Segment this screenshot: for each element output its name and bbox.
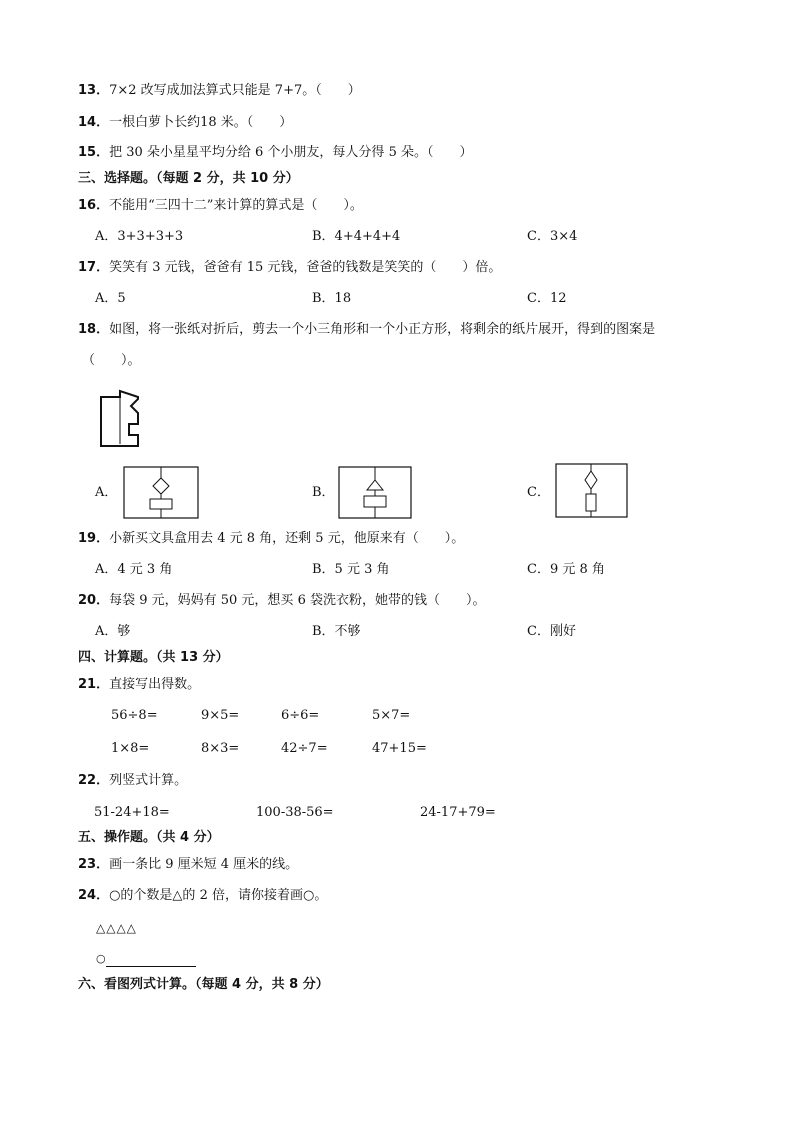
question-17 bbox=[78, 260, 501, 276]
option-a[interactable]: A．5 bbox=[95, 291, 126, 306]
option-a-label[interactable]: A． bbox=[95, 485, 118, 500]
question-text: 一根白萝卜长约18 米。（ ） bbox=[109, 115, 293, 130]
circle-row[interactable] bbox=[96, 951, 196, 967]
question-text: 小新买文具盒用去 4 元 8 角，还剩 5 元，他原来有（ ）。 bbox=[109, 531, 465, 546]
option-a[interactable]: A．4 元 3 角 bbox=[95, 562, 173, 577]
question-text: 把 30 朵小星星平均分给 6 个小朋友，每人分得 5 朵。（ ） bbox=[109, 145, 473, 160]
question-text: 每袋 9 元，妈妈有 50 元，想买 6 袋洗衣粉，她带的钱（ ）。 bbox=[109, 593, 486, 608]
question-22 bbox=[78, 773, 187, 789]
question-text: 笑笑有 3 元钱，爸爸有 15 元钱，爸爸的钱数是笑笑的（ ）倍。 bbox=[109, 260, 502, 275]
option-a[interactable]: A．3+3+3+3 bbox=[95, 229, 184, 244]
option-b[interactable]: B．18 bbox=[312, 291, 352, 306]
oral-calc-item: 6÷6= bbox=[281, 708, 320, 723]
question-21 bbox=[78, 677, 200, 693]
option-b-pattern[interactable] bbox=[338, 466, 412, 519]
vertical-calc-item: 100-38-56= bbox=[256, 805, 334, 820]
question-number: 18． bbox=[78, 322, 110, 337]
option-c[interactable]: C．12 bbox=[527, 291, 567, 306]
question-number: 23． bbox=[78, 857, 110, 872]
triangle-row: △△△△ bbox=[96, 921, 137, 935]
circle-icon: ○ bbox=[96, 952, 106, 965]
question-23 bbox=[78, 857, 298, 873]
option-c[interactable]: C．3×4 bbox=[527, 229, 578, 244]
question-number: 14． bbox=[78, 115, 110, 130]
option-a-pattern[interactable] bbox=[123, 466, 199, 519]
section-title-choice: 三、选择题。（每题 2 分，共 10 分） bbox=[78, 171, 299, 186]
folded-paper-figure bbox=[98, 389, 142, 449]
option-b[interactable]: B．4+4+4+4 bbox=[312, 229, 401, 244]
vertical-calc-item: 51-24+18= bbox=[94, 805, 170, 820]
drawing-line[interactable] bbox=[106, 954, 196, 967]
question-number: 22． bbox=[78, 773, 110, 788]
section-title-calculation: 四、计算题。（共 13 分） bbox=[78, 650, 229, 665]
option-c-label[interactable]: C． bbox=[527, 485, 550, 500]
option-a[interactable]: A．够 bbox=[95, 624, 131, 639]
question-number: 20． bbox=[78, 593, 110, 608]
option-b[interactable]: B．不够 bbox=[312, 624, 361, 639]
oral-calc-item: 42÷7= bbox=[281, 741, 328, 756]
question-19 bbox=[78, 531, 464, 547]
question-number: 15． bbox=[78, 145, 110, 160]
option-c-pattern[interactable] bbox=[555, 463, 628, 518]
question-18 bbox=[78, 322, 655, 338]
question-text: 7×2 改写成加法算式只能是 7+7。（ ） bbox=[109, 83, 361, 98]
question-20 bbox=[78, 593, 485, 609]
oral-calc-item: 8×3= bbox=[201, 741, 240, 756]
option-b-label[interactable]: B． bbox=[312, 485, 335, 500]
section-title-picture-calc: 六、看图列式计算。（每题 4 分，共 8 分） bbox=[78, 977, 329, 992]
question-15 bbox=[78, 145, 472, 161]
vertical-calc-item: 24-17+79= bbox=[420, 805, 496, 820]
oral-calc-item: 47+15= bbox=[372, 741, 427, 756]
oral-calc-item: 9×5= bbox=[201, 708, 240, 723]
question-18-continuation: （ ）。 bbox=[82, 353, 141, 368]
option-b[interactable]: B．5 元 3 角 bbox=[312, 562, 390, 577]
question-text: 不能用“三四十二”来计算的算式是（ ）。 bbox=[109, 198, 363, 213]
question-text: 如图，将一张纸对折后，剪去一个小三角形和一个小正方形，将剩余的纸片展开，得到的图案是 bbox=[109, 322, 656, 337]
question-number: 16． bbox=[78, 198, 110, 213]
question-text: 画一条比 9 厘米短 4 厘米的线。 bbox=[109, 857, 299, 872]
question-14 bbox=[78, 115, 292, 131]
oral-calc-item: 56÷8= bbox=[111, 708, 158, 723]
question-number: 13． bbox=[78, 83, 110, 98]
question-16 bbox=[78, 198, 363, 214]
question-text: 直接写出得数。 bbox=[109, 677, 201, 692]
section-title-operation: 五、操作题。（共 4 分） bbox=[78, 830, 220, 845]
question-24 bbox=[78, 888, 327, 904]
question-13 bbox=[78, 83, 361, 99]
question-number: 21． bbox=[78, 677, 110, 692]
question-number: 19． bbox=[78, 531, 110, 546]
oral-calc-item: 1×8= bbox=[111, 741, 150, 756]
question-number: 24． bbox=[78, 888, 110, 903]
option-c[interactable]: C．9 元 8 角 bbox=[527, 562, 605, 577]
question-text: ○的个数是△的 2 倍，请你接着画○。 bbox=[109, 888, 328, 903]
option-c[interactable]: C．刚好 bbox=[527, 624, 576, 639]
question-text: 列竖式计算。 bbox=[109, 773, 188, 788]
question-number: 17． bbox=[78, 260, 110, 275]
oral-calc-item: 5×7= bbox=[372, 708, 411, 723]
